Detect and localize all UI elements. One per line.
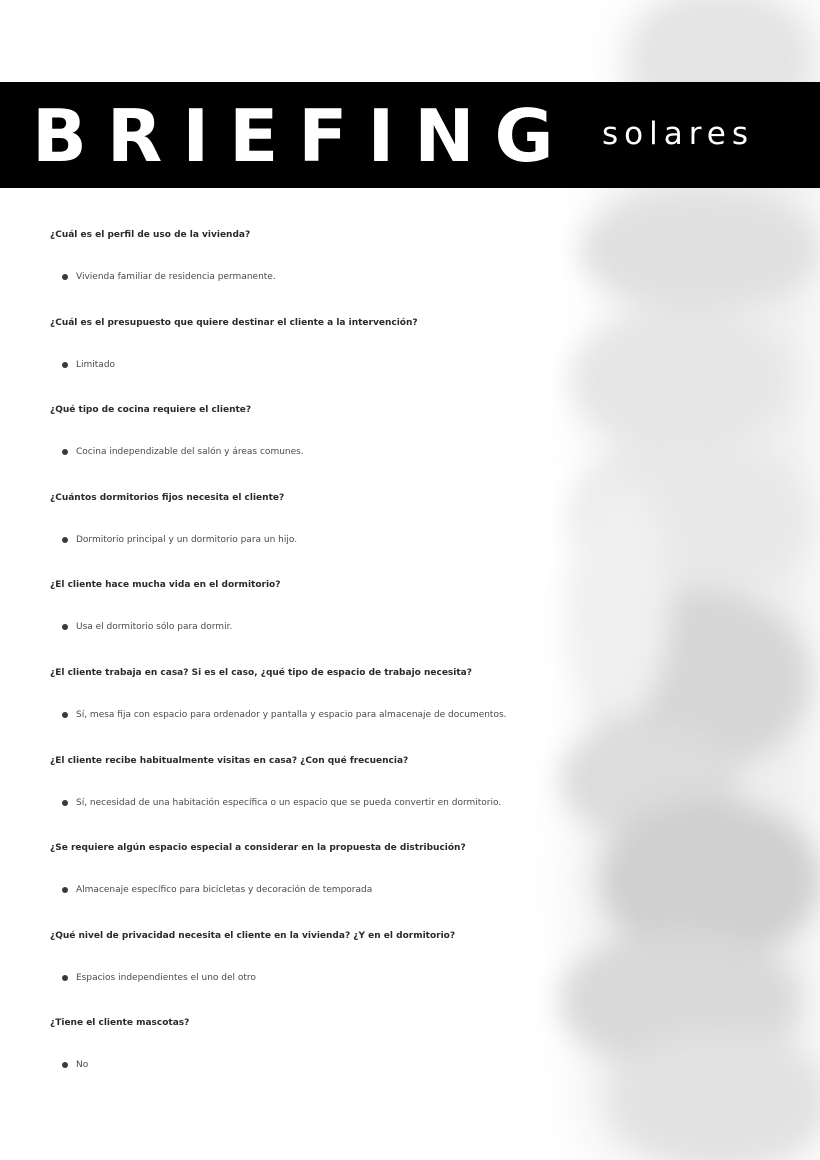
briefing-item	[50, 835, 790, 923]
answer-item	[50, 703, 790, 727]
briefing-item	[50, 485, 790, 573]
answer-item	[50, 966, 790, 990]
answer-text: Dormitorio principal y un dormitorio para un hijo.	[76, 534, 298, 545]
bullet-dot-icon	[62, 887, 68, 893]
bullet-dot-icon	[62, 362, 68, 368]
question-text: ¿Cuántos dormitorios fijos necesita el cliente?	[50, 492, 285, 503]
briefing-item	[50, 572, 790, 660]
answer-item	[50, 615, 790, 639]
question-text: ¿El cliente recibe habitualmente visitas en casa? ¿Con qué frecuencia?	[50, 755, 409, 766]
answer-item	[50, 528, 790, 552]
question-text: ¿Cuál es el presupuesto que quiere destinar el cliente a la intervención?	[50, 317, 418, 328]
bullet-dot-icon	[62, 975, 68, 981]
question-text: ¿Se requiere algún espacio especial a considerar en la propuesta de distribución?	[50, 843, 466, 854]
briefing-item	[50, 923, 790, 1011]
briefing-list	[50, 222, 790, 1098]
briefing-item	[50, 748, 790, 836]
briefing-item	[50, 222, 790, 310]
answer-text: Vivienda familiar de residencia permanente.	[76, 272, 276, 282]
page-title: BRIEFING	[32, 94, 574, 178]
answer-text: Espacios independientes el uno del otro	[76, 972, 256, 983]
answer-item	[50, 791, 790, 815]
bullet-dot-icon	[62, 537, 68, 543]
answer-text: Usa el dormitorio sólo para dormir.	[76, 622, 233, 633]
bullet-dot-icon	[62, 274, 68, 280]
briefing-item	[50, 310, 790, 398]
answer-text: No	[76, 1060, 89, 1071]
answer-item	[50, 353, 790, 377]
briefing-item	[50, 1010, 790, 1098]
answer-text: Almacenaje específico para bicicletas y decoración de temporada	[76, 885, 373, 896]
question-text: ¿Cuál es el perfil de uso de la vivienda?	[50, 230, 251, 240]
briefing-item	[50, 660, 790, 748]
answer-text: Cocina independizable del salón y áreas comunes.	[76, 447, 304, 458]
bullet-dot-icon	[62, 800, 68, 806]
answer-text: Limitado	[76, 359, 116, 370]
question-text: ¿El cliente hace mucha vida en el dormitorio?	[50, 580, 281, 591]
answer-text: Sí, necesidad de una habitación específica o un espacio que se pueda convertir en dormitorio.	[76, 797, 502, 808]
answer-item	[50, 440, 790, 464]
question-text: ¿El cliente trabaja en casa? Si es el caso, ¿qué tipo de espacio de trabajo necesita?	[50, 667, 472, 678]
question-text: ¿Tiene el cliente mascotas?	[50, 1018, 190, 1029]
bullet-dot-icon	[62, 624, 68, 630]
question-text: ¿Qué nivel de privacidad necesita el cliente en la vivienda? ¿Y en el dormitorio?	[50, 930, 456, 941]
page-subtitle: solares	[602, 116, 755, 152]
briefing-item	[50, 397, 790, 485]
answer-item	[50, 1053, 790, 1077]
answer-item	[50, 878, 790, 902]
bullet-dot-icon	[62, 1062, 68, 1068]
bullet-dot-icon	[62, 449, 68, 455]
answer-item	[50, 265, 790, 289]
question-text: ¿Qué tipo de cocina requiere el cliente?	[50, 405, 252, 416]
bullet-dot-icon	[62, 712, 68, 718]
answer-text: Sí, mesa fija con espacio para ordenador y pantalla y espacio para almacenaje de documentos.	[76, 709, 507, 720]
title-banner	[0, 82, 820, 188]
